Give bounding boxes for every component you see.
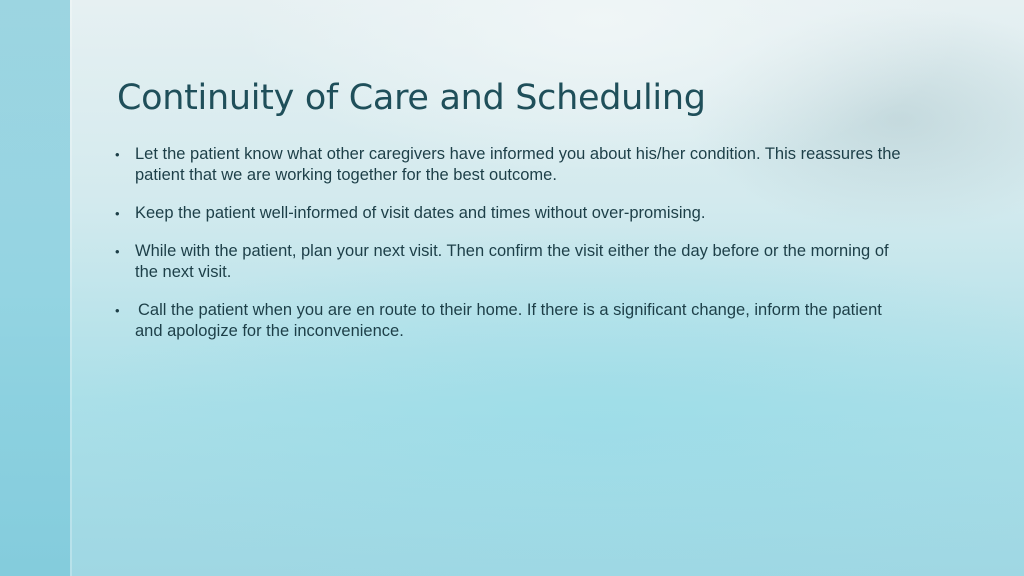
left-strip-edge	[70, 0, 72, 576]
bullet-dot-icon: •	[115, 147, 120, 162]
bullet-text: While with the patient, plan your next visit. Then confirm the visit either the day before or the morning of the next visit.	[135, 242, 889, 281]
slide-title: Continuity of Care and Scheduling	[117, 78, 706, 118]
left-accent-strip	[0, 0, 70, 576]
bullet-text: Keep the patient well-informed of visit dates and times without over-promising.	[135, 204, 706, 222]
bullet-dot-icon: •	[115, 244, 120, 259]
bullet-text: Call the patient when you are en route to their home. If there is a significant change, inform the patient and apologize for the inconvenience.	[135, 301, 882, 340]
bullet-dot-icon: •	[115, 206, 120, 221]
bullet-item	[113, 241, 913, 283]
bullet-item	[113, 300, 913, 342]
bullet-item	[113, 144, 913, 186]
bullet-list	[113, 144, 913, 359]
bullet-text: Let the patient know what other caregivers have informed you about his/her condition. This reassures the patient that we are working together for the best outcome.	[135, 145, 901, 184]
bullet-item	[113, 203, 913, 224]
bullet-dot-icon: •	[115, 303, 120, 318]
